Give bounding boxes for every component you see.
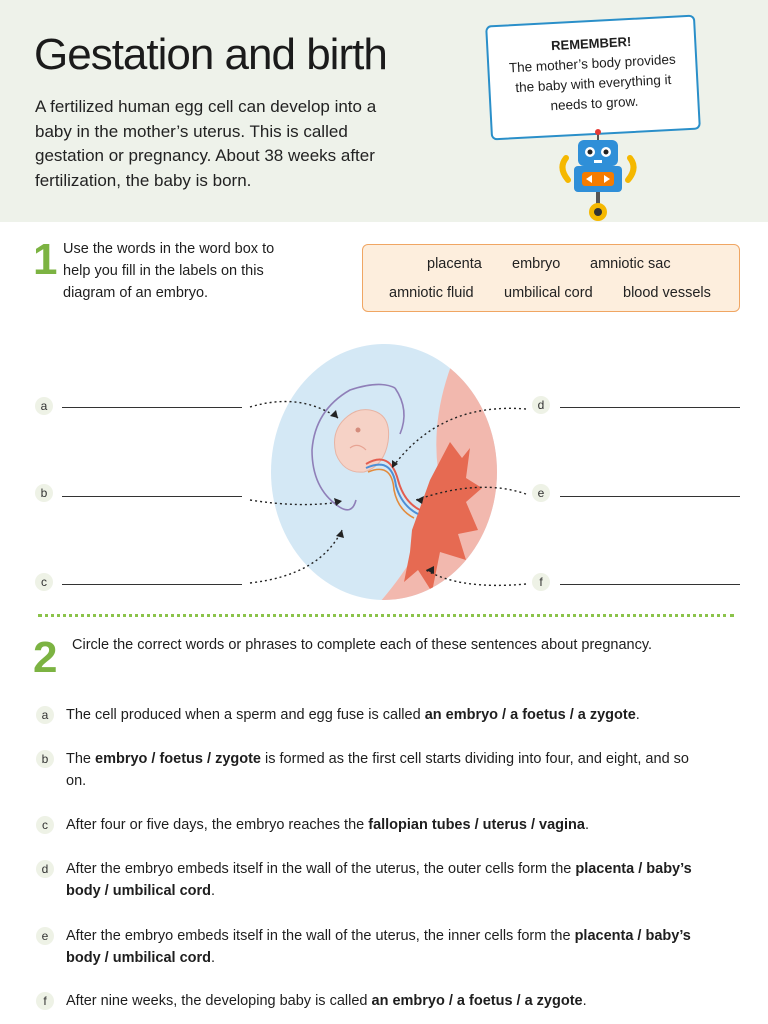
label-letter-c: c — [35, 573, 53, 591]
answer-line-c[interactable] — [62, 584, 242, 585]
answer-line-b[interactable] — [62, 496, 242, 497]
sentence-text: After four or five days, the embryo reaches the — [66, 817, 369, 833]
sentence-text: . — [211, 883, 216, 899]
label-letter-b: b — [35, 484, 53, 502]
sentence-text: . — [582, 993, 587, 1009]
answer-line-f[interactable] — [560, 584, 740, 585]
choice-options[interactable]: fallopian tubes / uterus / vagina — [368, 817, 585, 833]
embryo-illustration — [0, 330, 768, 610]
remember-box — [485, 15, 701, 141]
sentence-text: The cell produced when a sperm and egg fuse is called — [66, 707, 425, 723]
section-divider — [38, 614, 734, 617]
sentence-f — [66, 990, 706, 1012]
question-2-number: 2 — [33, 633, 58, 682]
sentence-text: After nine weeks, the developing baby is called — [66, 993, 372, 1009]
word-box-item: embryo — [512, 256, 561, 272]
answer-line-e[interactable] — [560, 496, 740, 497]
sentence-text: . — [584, 817, 590, 833]
remember-text: The mother’s body provides the baby with everything it needs to grow. — [508, 51, 676, 114]
choice-options[interactable]: placenta / baby’s body / umbilical cord — [66, 861, 692, 899]
sentence-letter-f: f — [36, 992, 54, 1010]
sentence-text: The — [66, 751, 96, 767]
robot-mascot-icon — [556, 128, 640, 224]
word-box-item: blood vessels — [623, 285, 711, 301]
sentence-a — [66, 704, 706, 726]
embryo-diagram — [0, 330, 768, 610]
question-1-instruction: Use the words in the word box to help you fill in the labels on this diagram of an embryo. — [63, 241, 275, 301]
sentence-text: . — [635, 707, 640, 723]
choice-options[interactable]: placenta / baby’s body / umbilical cord — [66, 928, 691, 966]
question-2-instruction: Circle the correct words or phrases to complete each of these sentences about pregnancy. — [72, 637, 653, 653]
choice-options[interactable]: embryo / foetus / zygote — [95, 751, 261, 767]
sentence-letter-e: e — [36, 927, 54, 945]
label-letter-d: d — [532, 396, 550, 414]
sentence-letter-d: d — [36, 860, 54, 878]
label-letter-e: e — [532, 484, 550, 502]
label-letter-a: a — [35, 397, 53, 415]
word-box — [362, 244, 740, 312]
sentence-text: After the embryo embeds itself in the wall of the uterus, the inner cells form the — [66, 928, 575, 944]
word-box-item: umbilical cord — [504, 285, 593, 301]
answer-line-a[interactable] — [62, 407, 242, 408]
sentence-text: . — [211, 950, 216, 966]
sentence-c — [66, 814, 706, 836]
sentence-letter-c: c — [36, 816, 54, 834]
word-box-item: placenta — [427, 256, 482, 272]
answer-line-d[interactable] — [560, 407, 740, 408]
sentence-letter-b: b — [36, 750, 54, 768]
word-box-item: amniotic sac — [590, 256, 671, 272]
sentence-letter-a: a — [36, 706, 54, 724]
sentence-b — [66, 748, 706, 792]
sentence-d — [66, 858, 706, 902]
intro-text: A fertilized human egg cell can develop into a baby in the mother’s uterus. This is called gestation or pregnancy. About 38 weeks after fertilization, the baby is born. — [35, 97, 377, 190]
question-1-number: 1 — [33, 235, 58, 284]
sentence-text: After the embryo embeds itself in the wall of the uterus, the outer cells form the — [66, 861, 576, 877]
word-box-item: amniotic fluid — [389, 285, 474, 301]
choice-options[interactable]: an embryo / a foetus / a zygote — [371, 993, 583, 1009]
choice-options[interactable]: an embryo / a foetus / a zygote — [424, 707, 636, 723]
sentence-e — [66, 925, 706, 969]
label-letter-f: f — [532, 573, 550, 591]
page-title: Gestation and birth — [34, 30, 387, 79]
remember-title: REMEMBER! — [550, 33, 632, 54]
sentence-text: is formed as the first cell starts dividing into four, and eight, and so on. — [66, 751, 689, 789]
